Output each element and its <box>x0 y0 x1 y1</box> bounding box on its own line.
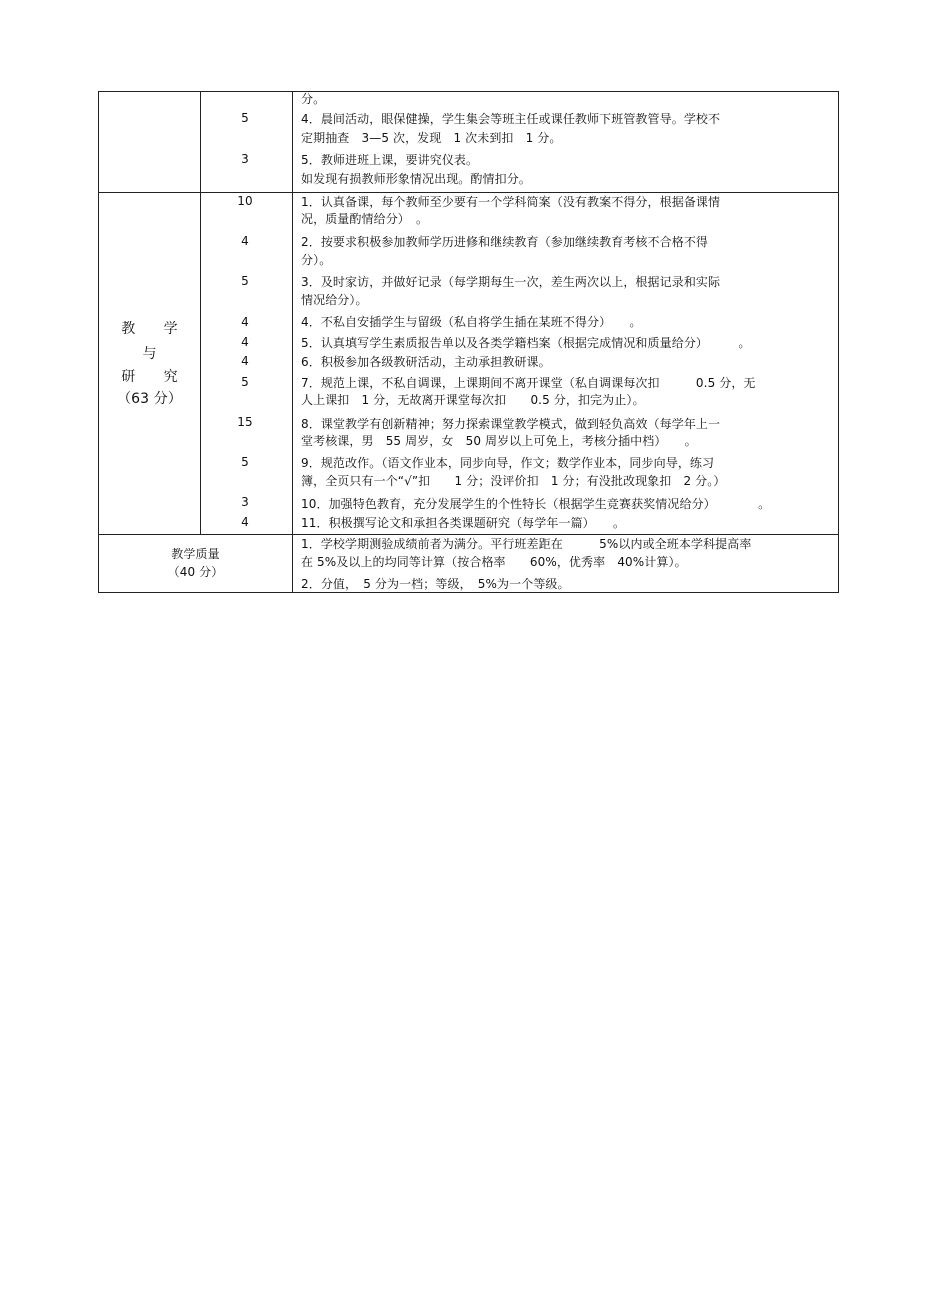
category-label: 研 究 <box>121 369 178 385</box>
item-text: 10．加强特色教育，充分发展学生的个性特长（根据学生竞赛获奖情况给分） 。 <box>301 497 771 511</box>
item-score: 4 <box>241 515 249 529</box>
category-label: 与 <box>142 346 157 362</box>
item-text: 人上课扣 1 分，无故离开课堂每次扣 0.5 分，扣完为止）。 <box>301 393 645 407</box>
item-text: 4．晨间活动，眼保健操，学生集会等班主任或课任教师下班管教管导。学校不 <box>301 112 721 126</box>
section-divider-2 <box>99 534 838 535</box>
item-text: 分。 <box>301 92 326 106</box>
item-text: 在 5%及以上的均同等计算（按合格率 60%，优秀率 40%计算）。 <box>301 555 687 569</box>
item-text: 3．及时家访，并做好记录（每学期每生一次，差生两次以上，根据记录和实际 <box>301 275 721 289</box>
category-label: 教学质量 <box>171 547 220 561</box>
category-label: （63 分） <box>117 391 182 407</box>
item-score: 3 <box>241 152 249 166</box>
item-text: 1．学校学期测验成绩前者为满分。平行班差距在 5%以内或全班本学科提高率 <box>301 537 752 551</box>
item-score: 3 <box>241 495 249 509</box>
item-score: 5 <box>241 111 249 125</box>
item-text: 4．不私自安插学生与留级（私自将学生插在某班不得分） 。 <box>301 315 642 329</box>
category-label: 教 学 <box>121 321 178 337</box>
item-text: 分）。 <box>301 253 332 267</box>
item-text: 1．认真备课，每个教师至少要有一个学科简案（没有教案不得分，根据备课情 <box>301 195 721 209</box>
item-text: 情况给分）。 <box>301 293 368 307</box>
item-text: 2．分值， 5 分为一档；等级， 5%为一个等级。 <box>301 577 570 591</box>
item-text: 况，质量酌情给分） 。 <box>301 212 429 226</box>
item-text: 2．按要求积极参加教师学历进修和继续教育（参加继续教育考核不合格不得 <box>301 235 709 249</box>
item-text: 7．规范上课，不私自调课，上课期间不离开课堂（私自调课每次扣 0.5 分，无 <box>301 376 756 390</box>
item-score: 10 <box>237 194 253 208</box>
item-score: 5 <box>241 375 249 389</box>
item-text: 5．认真填写学生素质报告单以及各类学籍档案（根据完成情况和质量给分） 。 <box>301 336 751 350</box>
item-text: 簿，全页只有一个“√”扣 1 分；没评价扣 1 分；有没批改现象扣 2 分。） <box>301 474 726 488</box>
item-text: 5．教师进班上课，要讲究仪表。 <box>301 153 479 167</box>
item-text: 6．积极参加各级教研活动，主动承担教研课。 <box>301 355 551 369</box>
item-score: 15 <box>237 415 253 429</box>
category-label: （40 分） <box>167 565 224 579</box>
item-text: 11．积极撰写论文和承担各类课题研究（每学年一篇） 。 <box>301 516 626 530</box>
item-score: 4 <box>241 335 249 349</box>
item-score: 4 <box>241 354 249 368</box>
column-divider-2 <box>292 92 293 593</box>
section-divider-1 <box>99 192 838 193</box>
item-text: 如发现有损教师形象情况出现。酌情扣分。 <box>301 172 531 186</box>
item-text: 定期抽查 3—5 次，发现 1 次未到扣 1 分。 <box>301 131 562 145</box>
item-score: 4 <box>241 234 249 248</box>
item-text: 堂考核课，男 55 周岁，女 50 周岁以上可免上，考核分插中档） 。 <box>301 434 697 448</box>
item-score: 4 <box>241 315 249 329</box>
item-text: 9．规范改作。（语文作业本，同步向导，作文；数学作业本，同步向导，练习 <box>301 456 715 470</box>
item-score: 5 <box>241 274 249 288</box>
item-score: 5 <box>241 455 249 469</box>
item-text: 8．课堂教学有创新精神；努力探索课堂教学模式，做到轻负高效（每学年上一 <box>301 417 721 431</box>
score-table <box>98 91 839 593</box>
